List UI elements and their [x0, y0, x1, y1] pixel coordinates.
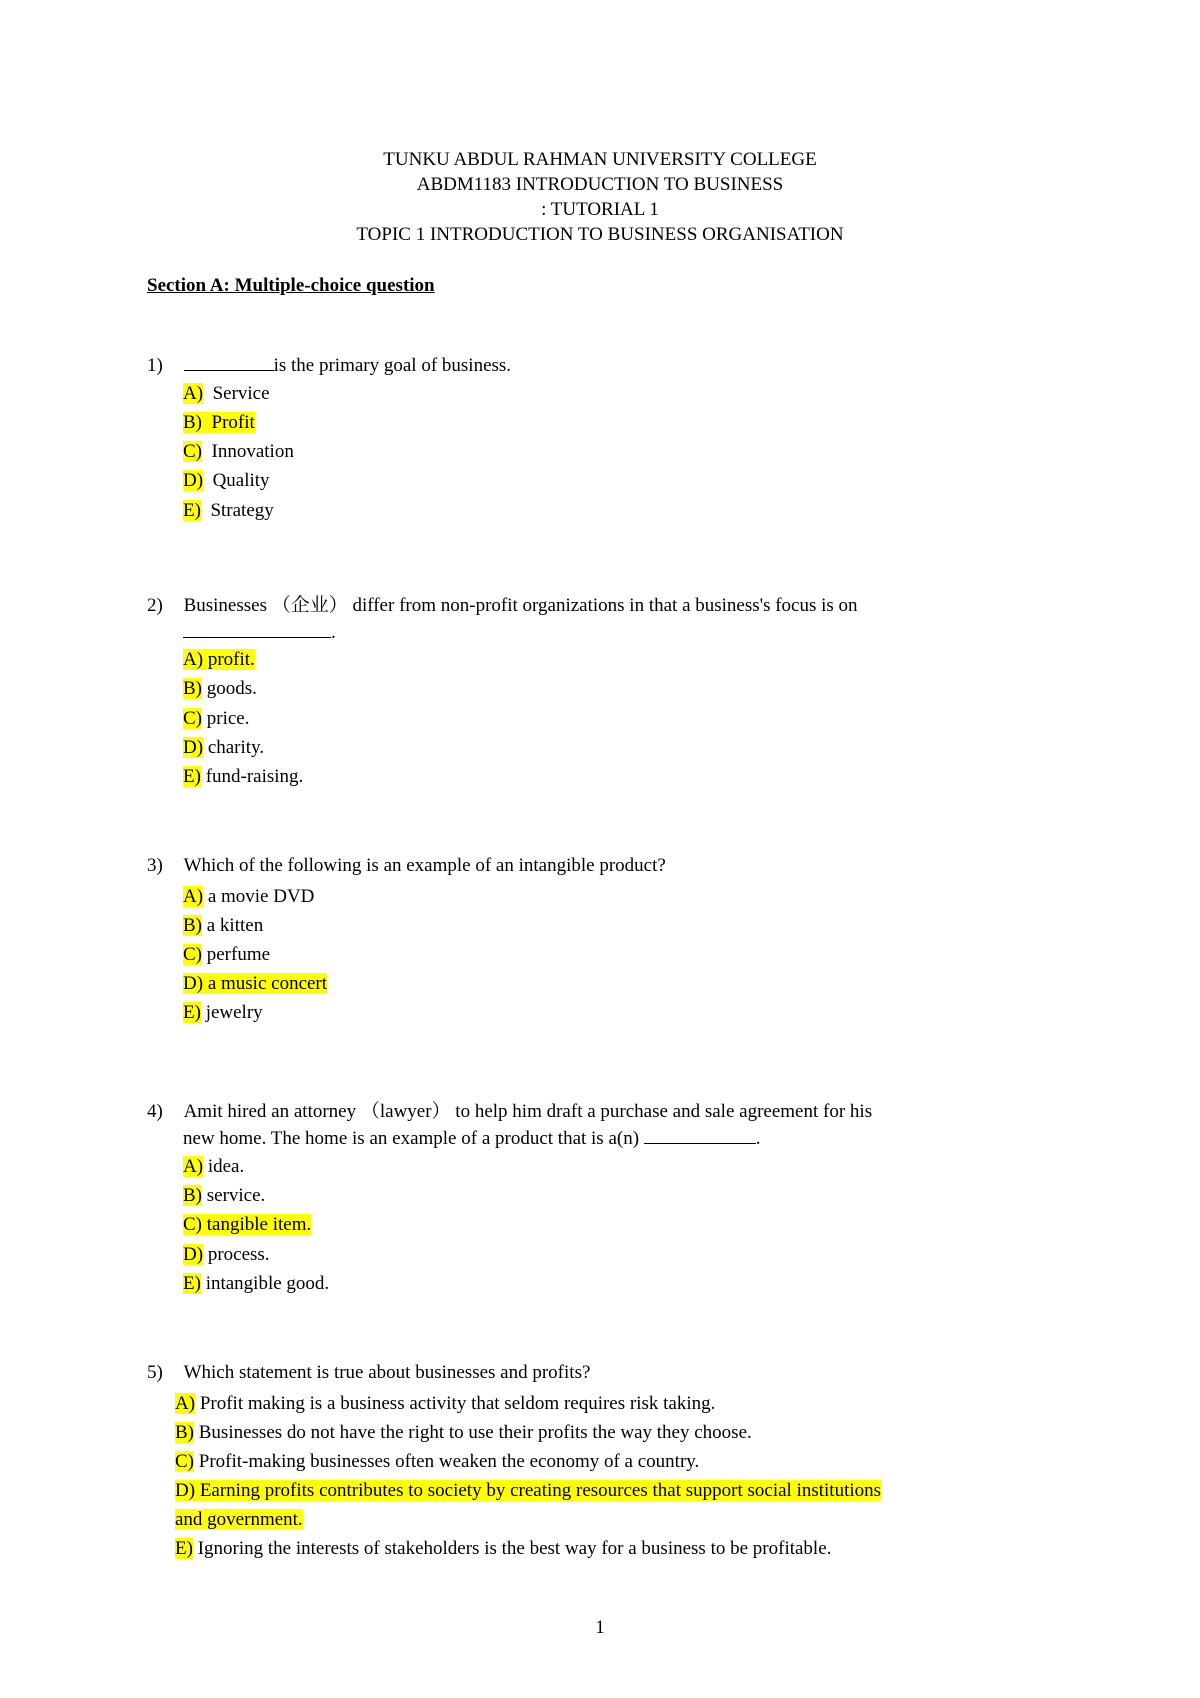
- q3-option-a: A) a movie DVD: [183, 886, 315, 907]
- question-5: [147, 1362, 590, 1384]
- question-2: [147, 590, 858, 617]
- page-number: 1: [595, 1617, 605, 1638]
- answer-blank: [644, 1125, 756, 1144]
- question-number: 1): [147, 355, 163, 376]
- q5-option-d-line2: and government.: [175, 1509, 303, 1530]
- q4-option-b: B) service.: [183, 1185, 266, 1206]
- answer-blank: [184, 352, 274, 371]
- q1-option-e: E) Strategy: [183, 500, 274, 521]
- q3-option-e: E) jewelry: [183, 1002, 263, 1023]
- question-number: 4): [147, 1101, 163, 1122]
- q5-option-a: A) Profit making is a business activity that seldom requires risk taking.: [175, 1393, 716, 1414]
- q4-option-c: C) tangible item.: [183, 1214, 312, 1235]
- q3-option-d: D) a music concert: [183, 973, 328, 994]
- q5-option-b: B) Businesses do not have the right to use their profits the way they choose.: [175, 1422, 752, 1443]
- question-text: Amit hired an attorney （lawyer） to help him draft a purchase and sale agreement for his: [183, 1101, 873, 1122]
- question-number: 2): [147, 595, 163, 616]
- q5-option-c: C) Profit-making businesses often weaken the economy of a country.: [175, 1451, 700, 1472]
- q1-option-b: B) Profit: [183, 412, 255, 433]
- q2-option-d: D) charity.: [183, 737, 265, 758]
- q1-option-c: C) Innovation: [183, 441, 294, 462]
- q2-option-a: A) profit.: [183, 649, 255, 670]
- q2-option-b: B) goods.: [183, 678, 257, 699]
- q4-option-a: A) idea.: [183, 1156, 245, 1177]
- section-title: Section A: Multiple-choice question: [147, 275, 435, 296]
- question-3: [147, 855, 666, 877]
- q1-option-a: A) Service: [183, 383, 270, 404]
- question-number: 5): [147, 1362, 163, 1383]
- header-course: ABDM1183 INTRODUCTION TO BUSINESS: [416, 174, 784, 195]
- question-2-line2: .: [183, 619, 336, 644]
- header-topic: TOPIC 1 INTRODUCTION TO BUSINESS ORGANISATION: [356, 224, 844, 245]
- q1-option-d: D) Quality: [183, 470, 270, 491]
- q3-option-c: C) perfume: [183, 944, 271, 965]
- q5-option-e: E) Ignoring the interests of stakeholders is the best way for a business to be profitable.: [175, 1538, 832, 1559]
- q4-option-d: D) process.: [183, 1244, 270, 1265]
- q2-option-e: E) fund-raising.: [183, 766, 304, 787]
- question-4-line2: new home. The home is an example of a product that is a(n) .: [183, 1125, 761, 1150]
- header-tutorial: : TUTORIAL 1: [541, 199, 659, 220]
- q3-option-b: B) a kitten: [183, 915, 264, 936]
- question-4: [147, 1096, 872, 1123]
- question-text: is the primary goal of business.: [273, 355, 512, 376]
- question-text: Businesses （企业） differ from non-profit organizations in that a business's focus is on: [183, 595, 858, 616]
- answer-blank: [183, 619, 331, 638]
- q4-option-e: E) intangible good.: [183, 1273, 330, 1294]
- question-number: 3): [147, 855, 163, 876]
- header-institution: TUNKU ABDUL RAHMAN UNIVERSITY COLLEGE: [383, 149, 817, 170]
- question-text: Which statement is true about businesses and profits?: [183, 1362, 591, 1383]
- q2-option-c: C) price.: [183, 708, 250, 729]
- question-1: [147, 352, 511, 377]
- question-text: Which of the following is an example of an intangible product?: [183, 855, 666, 876]
- q5-option-d: D) Earning profits contributes to society by creating resources that support social institutions: [175, 1480, 882, 1501]
